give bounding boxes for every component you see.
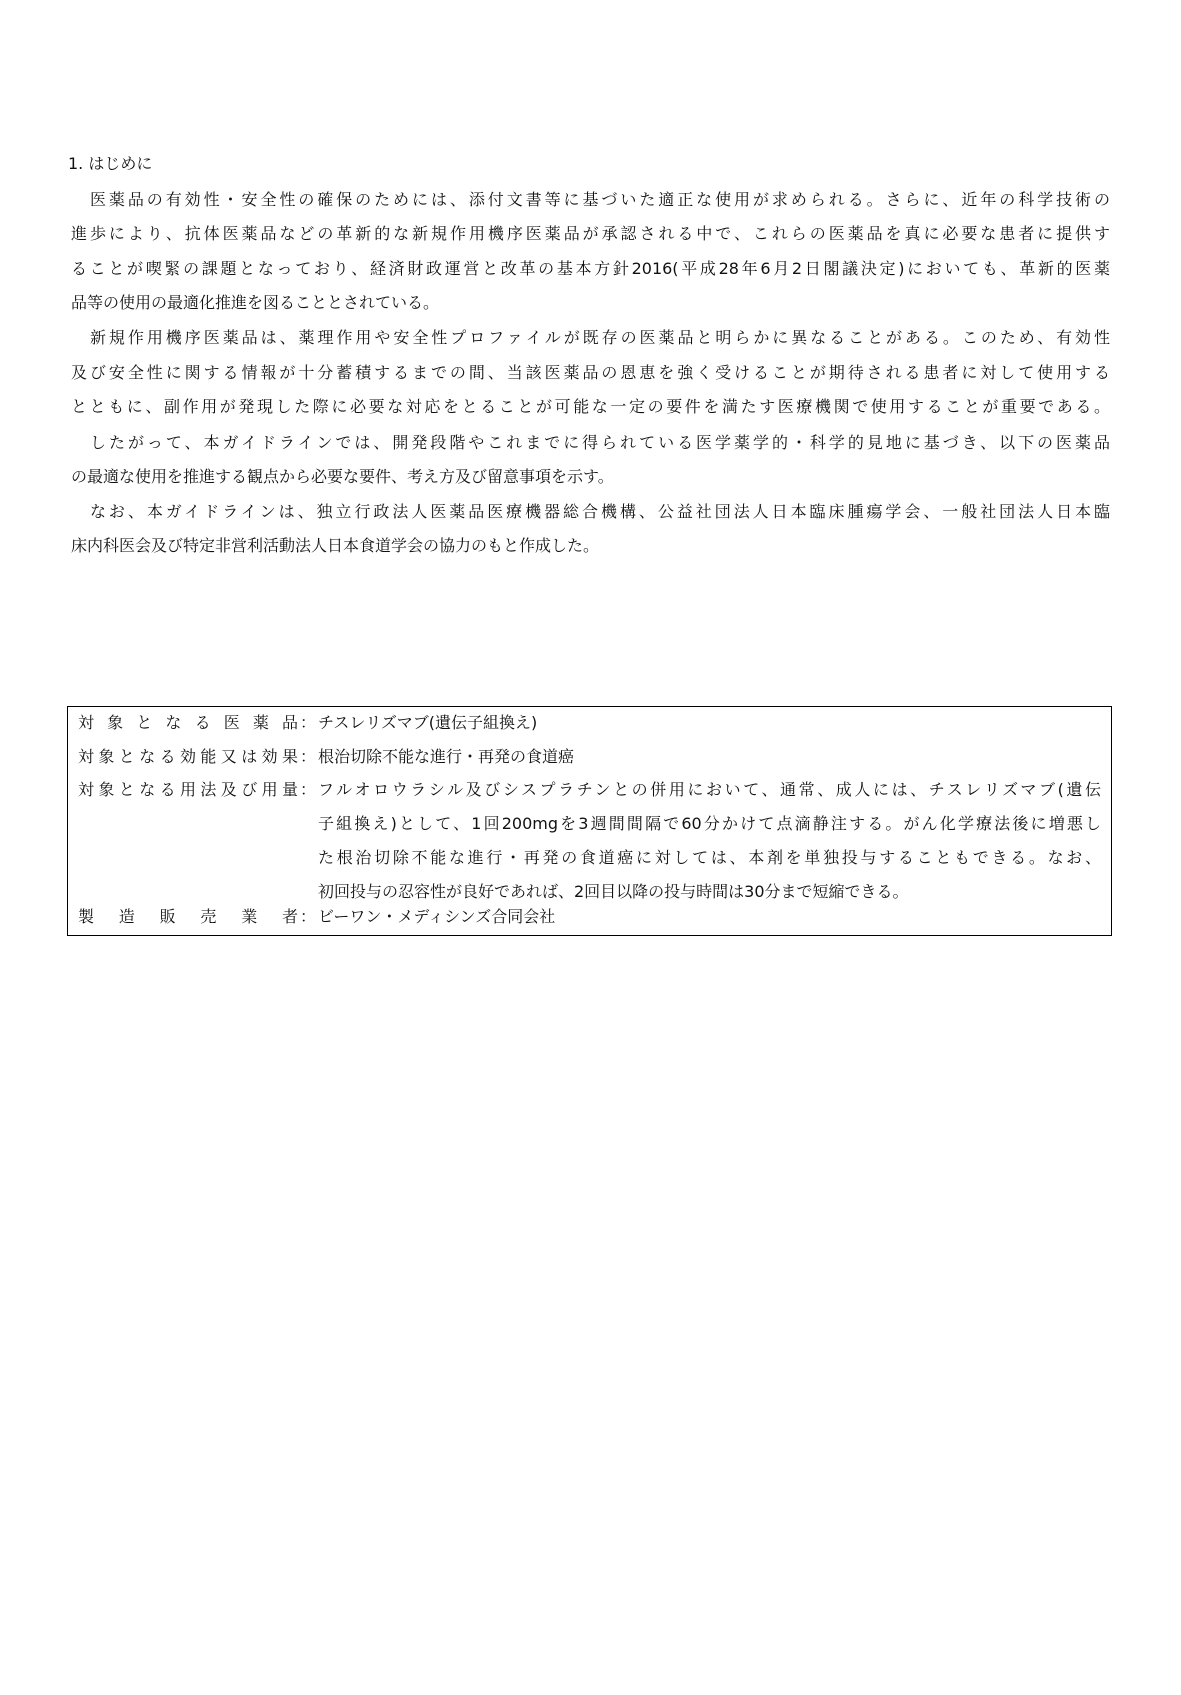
dosage-row-cont [68, 882, 1111, 902]
indication-label: 対象となる効能又は効果 [78, 747, 298, 766]
dosage-line: フルオロウラシル及びシスプラチンとの併用において、通常、成人には、チスレリズマブ(遺伝 [318, 780, 1101, 799]
text-line: 及び安全性に関する情報が十分蓄積するまでの間、当該医薬品の恩恵を強く受けることが期待される患者に対して使用する [71, 363, 1110, 382]
text-line: 医薬品の有効性・安全性の確保のためには、添付文書等に基づいた適正な使用が求められる。さらに、近年の科学技術の [71, 190, 1110, 209]
drug-label: 対象となる医薬品 [78, 713, 298, 732]
dosage-line: た根治切除不能な進行・再発の食道癌に対しては、本剤を単独投与することもできる。なお、 [318, 848, 1101, 867]
drug-value: チスレリズマブ(遺伝子組換え) [318, 713, 538, 732]
text-line: とともに、副作用が発現した際に必要な対応をとることが可能な一定の要件を満たす医療機関で使用することが重要である。 [71, 397, 1110, 416]
dosage-row [68, 780, 1111, 800]
drug-row [68, 713, 1111, 733]
drug-info-box [67, 706, 1112, 936]
text-line: 新規作用機序医薬品は、薬理作用や安全性プロファイルが既存の医薬品と明らかに異なることがある。このため、有効性 [71, 328, 1110, 347]
manufacturer-value: ビーワン・メディシンズ合同会社 [318, 907, 556, 926]
manufacturer-row [68, 907, 1111, 927]
colon: ： [300, 713, 316, 732]
text-line: 床内科医会及び特定非営利活動法人日本食道学会の協力のもと作成した。 [71, 536, 600, 555]
text-line: したがって、本ガイドラインでは、開発段階やこれまでに得られている医学薬学的・科学的見地に基づき、以下の医薬品 [71, 433, 1110, 452]
text-line: ることが喫緊の課題となっており、経済財政運営と改革の基本方針2016(平成28年6月2日閣議決定)においても、革新的医薬 [71, 259, 1110, 278]
section-heading: 1. はじめに [68, 154, 153, 173]
colon: ： [300, 780, 316, 799]
colon: ： [300, 747, 316, 766]
text-line: 進歩により、抗体医薬品などの革新的な新規作用機序医薬品が承認される中で、これらの医薬品を真に必要な患者に提供す [71, 224, 1110, 243]
dosage-row-cont [68, 848, 1111, 868]
text-line: の最適な使用を推進する観点から必要な要件、考え方及び留意事項を示す。 [71, 467, 614, 486]
text-line: なお、本ガイドラインは、独立行政法人医薬品医療機器総合機構、公益社団法人日本臨床腫瘍学会、一般社団法人日本臨 [71, 502, 1110, 521]
colon: ： [300, 907, 316, 926]
dosage-line: 子組換え)として、1回200mgを3週間間隔で60分かけて点滴静注する。がん化学療法後に増悪し [318, 814, 1101, 833]
dosage-line: 初回投与の忍容性が良好であれば、2回目以降の投与時間は30分まで短縮できる。 [318, 882, 909, 901]
manufacturer-label: 製造販売業者 [78, 907, 298, 926]
indication-row [68, 747, 1111, 767]
indication-value: 根治切除不能な進行・再発の食道癌 [318, 747, 575, 766]
text-line: 品等の使用の最適化推進を図ることとされている。 [71, 293, 440, 312]
dosage-label: 対象となる用法及び用量 [78, 780, 298, 799]
dosage-row-cont [68, 814, 1111, 834]
